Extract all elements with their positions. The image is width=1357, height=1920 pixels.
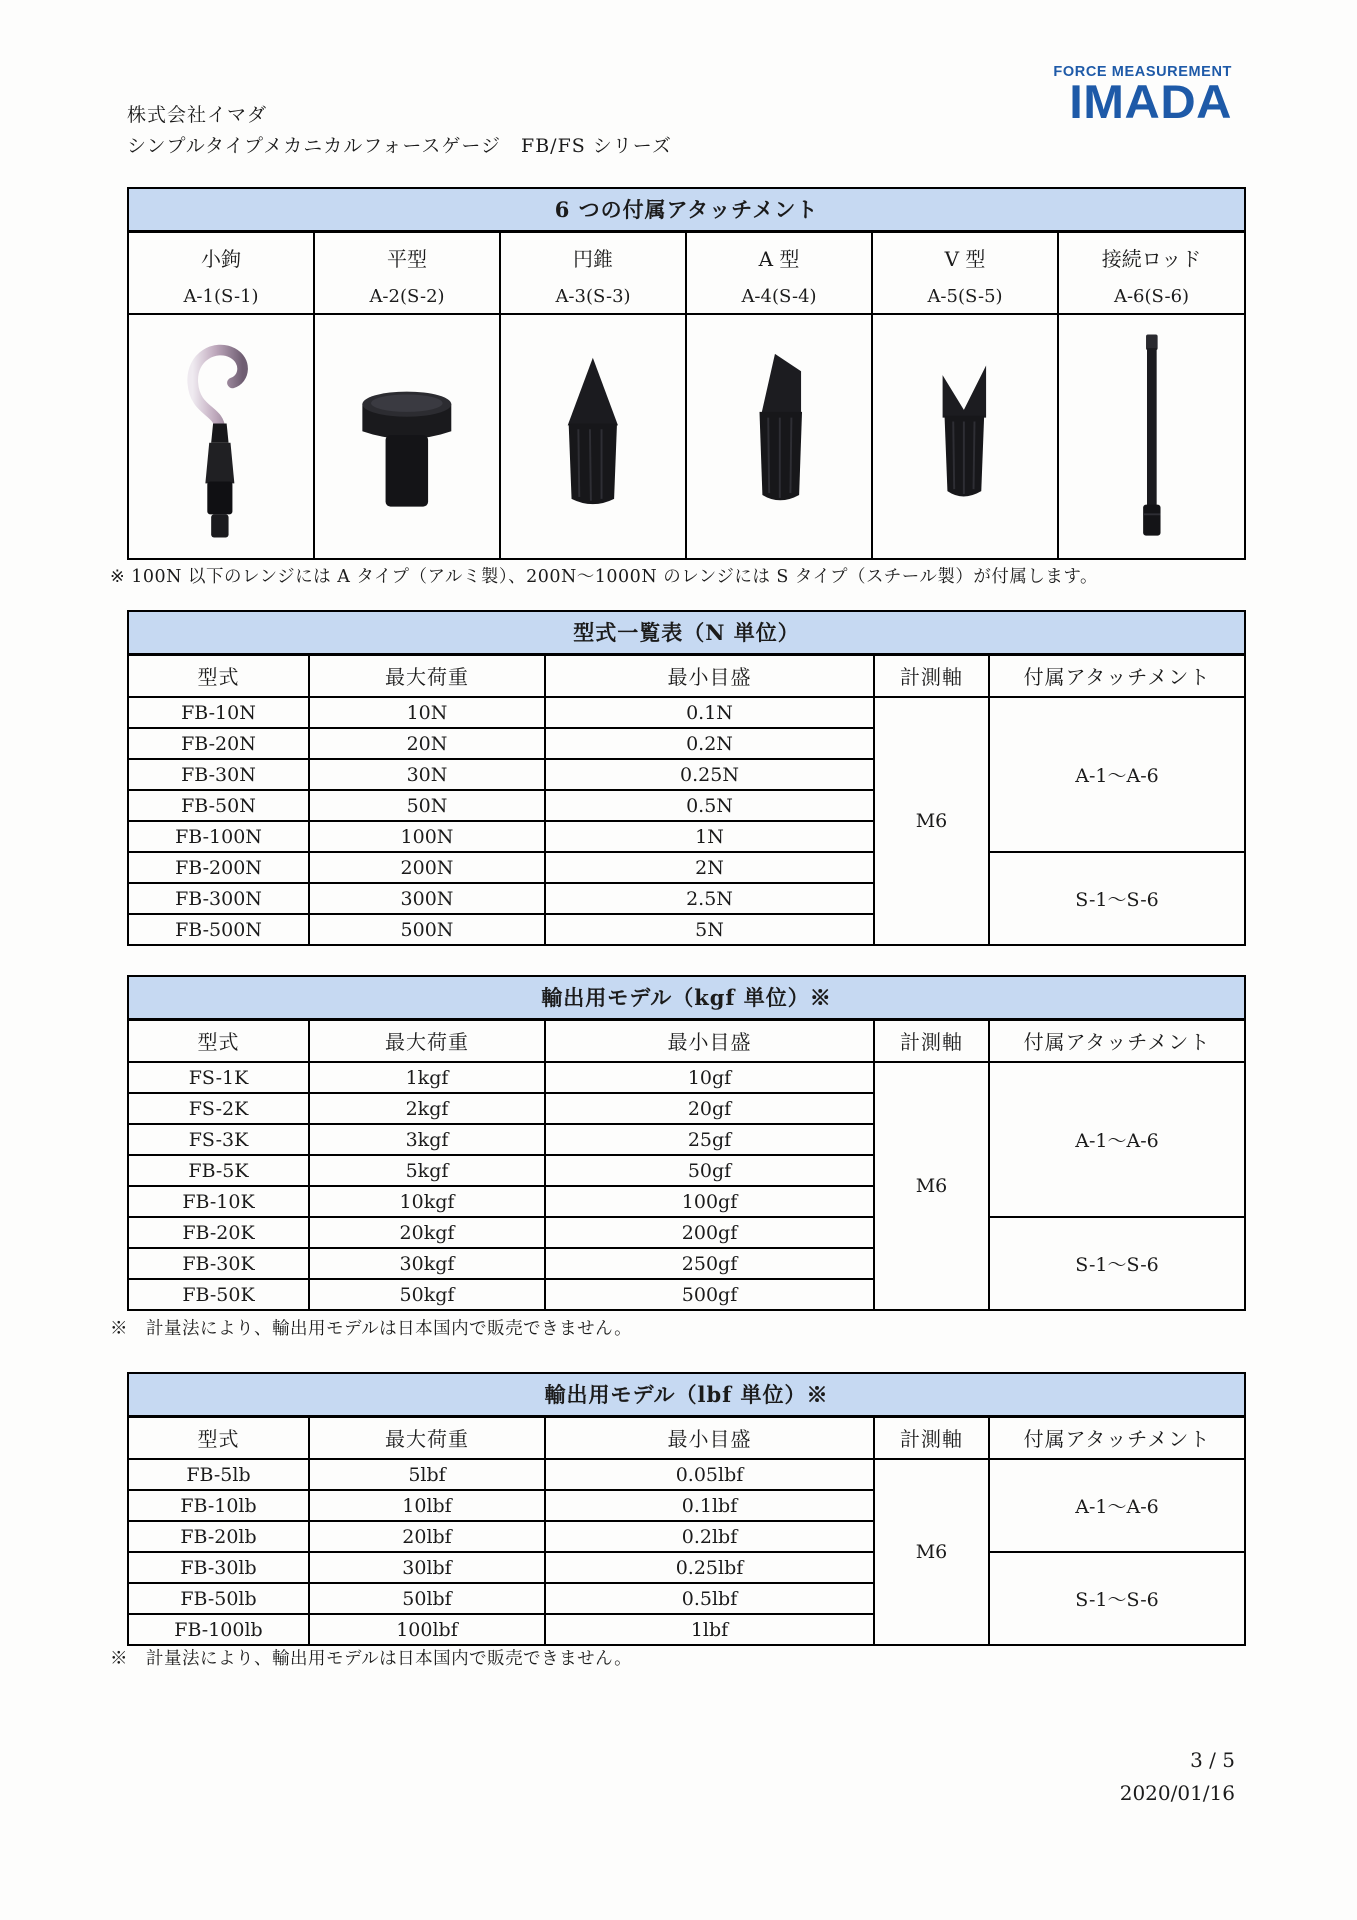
model-cell: FB-10N xyxy=(128,697,309,728)
attachment-photo-cell xyxy=(1058,314,1245,559)
attachment-code: A-2(S-2) xyxy=(369,285,445,307)
max-load-cell: 1kgf xyxy=(309,1062,545,1093)
min-scale-cell: 0.2lbf xyxy=(545,1521,874,1552)
attachment-photo-cell xyxy=(128,314,314,559)
model-cell: FB-100N xyxy=(128,821,309,852)
model-cell: FB-10lb xyxy=(128,1490,309,1521)
max-load-cell: 2kgf xyxy=(309,1093,545,1124)
max-load-cell: 20lbf xyxy=(309,1521,545,1552)
min-scale-cell: 0.2N xyxy=(545,728,874,759)
min-scale-cell: 1lbf xyxy=(545,1614,874,1645)
attachment-name: 円錐 xyxy=(573,246,613,271)
max-load-cell: 100N xyxy=(309,821,545,852)
attachments-name-row xyxy=(128,231,1245,314)
max-load-cell: 20N xyxy=(309,728,545,759)
min-scale-cell: 0.25N xyxy=(545,759,874,790)
attachment-name: 接続ロッド xyxy=(1101,246,1202,271)
export-note-kgf: ※ 計量法により、輸出用モデルは日本国内で販売できません。 xyxy=(110,1319,633,1339)
column-header: 型式 xyxy=(128,654,309,697)
min-scale-cell: 2.5N xyxy=(545,883,874,914)
max-load-cell: 5lbf xyxy=(309,1459,545,1490)
model-cell: FB-30N xyxy=(128,759,309,790)
model-cell: FS-2K xyxy=(128,1093,309,1124)
attachment-name: V 型 xyxy=(944,246,986,271)
model-table-n-host xyxy=(127,610,1246,946)
attachment-range-cell: A-1～A-6 xyxy=(989,697,1245,852)
model-cell: FB-100lb xyxy=(128,1614,309,1645)
min-scale-cell: 0.1lbf xyxy=(545,1490,874,1521)
imada-logo xyxy=(1032,64,1232,128)
attachment-range-cell: A-1～A-6 xyxy=(989,1459,1245,1552)
model-cell: FB-10K xyxy=(128,1186,309,1217)
max-load-cell: 30kgf xyxy=(309,1248,545,1279)
max-load-cell: 3kgf xyxy=(309,1124,545,1155)
doc-date: 2020/01/16 xyxy=(1119,1781,1235,1805)
min-scale-cell: 0.1N xyxy=(545,697,874,728)
attachment-photo-cell xyxy=(314,314,500,559)
attachment-name-cell xyxy=(686,231,872,314)
spec-table-title: 輸出用モデル（kgf 単位）※ xyxy=(128,976,1245,1019)
column-header: 最大荷重 xyxy=(309,654,545,697)
min-scale-cell: 0.25lbf xyxy=(545,1552,874,1583)
model-cell: FS-3K xyxy=(128,1124,309,1155)
model-cell: FB-5K xyxy=(128,1155,309,1186)
hook-attachment-image xyxy=(129,315,313,558)
column-header: 型式 xyxy=(128,1019,309,1062)
model-cell: FB-200N xyxy=(128,852,309,883)
attachment-code: A-4(S-4) xyxy=(741,285,817,307)
min-scale-cell: 200gf xyxy=(545,1217,874,1248)
attachment-name-cell xyxy=(128,231,314,314)
model-cell: FB-50N xyxy=(128,790,309,821)
column-header: 付属アタッチメント xyxy=(989,1019,1245,1062)
attachment-name-cell xyxy=(872,231,1058,314)
attachments-title-row xyxy=(128,188,1245,231)
attachment-photo-cell xyxy=(686,314,872,559)
spec-title-row xyxy=(128,976,1245,1019)
rod-attachment-image xyxy=(1059,315,1244,558)
doc-subtitle: シンプルタイプメカニカルフォースゲージ FB/FS シリーズ xyxy=(127,135,672,157)
column-header: 計測軸 xyxy=(874,1416,989,1459)
min-scale-cell: 50gf xyxy=(545,1155,874,1186)
table-row xyxy=(128,1459,1245,1490)
a-type-attachment-image xyxy=(687,315,871,558)
model-cell: FB-5lb xyxy=(128,1459,309,1490)
model-cell: FB-20N xyxy=(128,728,309,759)
attachment-range-cell: S-1～S-6 xyxy=(989,1552,1245,1645)
logo-wordmark: IMADA xyxy=(1069,75,1232,128)
max-load-cell: 50N xyxy=(309,790,545,821)
min-scale-cell: 20gf xyxy=(545,1093,874,1124)
max-load-cell: 20kgf xyxy=(309,1217,545,1248)
max-load-cell: 10kgf xyxy=(309,1186,545,1217)
attachment-name-cell xyxy=(314,231,500,314)
attachments-table xyxy=(127,187,1246,560)
logo-tagline: FORCE MEASUREMENT xyxy=(1053,64,1232,80)
attachment-name-cell xyxy=(1058,231,1245,314)
spec-title-row xyxy=(128,611,1245,654)
spec-title-row xyxy=(128,1373,1245,1416)
table-row xyxy=(128,697,1245,728)
table-row xyxy=(128,1062,1245,1093)
model-cell: FB-30K xyxy=(128,1248,309,1279)
v-type-attachment-image xyxy=(873,315,1057,558)
model-table-kgf-host xyxy=(127,975,1246,1311)
table-row xyxy=(128,1217,1245,1248)
measuring-axis-cell: M6 xyxy=(874,1062,989,1310)
spec-table-2 xyxy=(127,1372,1246,1646)
spec-table-0 xyxy=(127,610,1246,946)
max-load-cell: 30N xyxy=(309,759,545,790)
attachment-code: A-1(S-1) xyxy=(183,285,259,307)
attachment-photo-cell xyxy=(500,314,686,559)
attachment-photo-cell xyxy=(872,314,1058,559)
max-load-cell: 500N xyxy=(309,914,545,945)
column-header: 最小目盛 xyxy=(545,654,874,697)
spec-header-row xyxy=(128,1416,1245,1459)
max-load-cell: 300N xyxy=(309,883,545,914)
attachment-material-note: ※ 100N 以下のレンジには A タイプ（アルミ製）、200N～1000N のレンジには S タイプ（スチール製）が付属します。 xyxy=(110,567,1098,587)
attachment-range-cell: S-1～S-6 xyxy=(989,1217,1245,1310)
attachment-name: 平型 xyxy=(387,246,427,271)
table-row xyxy=(128,1552,1245,1583)
column-header: 型式 xyxy=(128,1416,309,1459)
column-header: 付属アタッチメント xyxy=(989,654,1245,697)
model-cell: FB-20K xyxy=(128,1217,309,1248)
min-scale-cell: 25gf xyxy=(545,1124,874,1155)
attachment-range-cell: A-1～A-6 xyxy=(989,1062,1245,1217)
flat-attachment-image xyxy=(315,315,499,558)
model-cell: FB-30lb xyxy=(128,1552,309,1583)
cone-attachment-image xyxy=(501,315,685,558)
column-header: 計測軸 xyxy=(874,654,989,697)
model-table-lbf-host xyxy=(127,1372,1246,1646)
min-scale-cell: 0.5N xyxy=(545,790,874,821)
max-load-cell: 30lbf xyxy=(309,1552,545,1583)
model-cell: FB-50K xyxy=(128,1279,309,1310)
column-header: 最大荷重 xyxy=(309,1416,545,1459)
attachment-name-cell xyxy=(500,231,686,314)
model-cell: FB-50lb xyxy=(128,1583,309,1614)
export-note-lbf: ※ 計量法により、輸出用モデルは日本国内で販売できません。 xyxy=(110,1649,633,1669)
table-row xyxy=(128,852,1245,883)
column-header: 最大荷重 xyxy=(309,1019,545,1062)
min-scale-cell: 1N xyxy=(545,821,874,852)
model-cell: FS-1K xyxy=(128,1062,309,1093)
min-scale-cell: 500gf xyxy=(545,1279,874,1310)
min-scale-cell: 10gf xyxy=(545,1062,874,1093)
spec-header-row xyxy=(128,654,1245,697)
attachment-name: 小鉤 xyxy=(201,246,241,271)
company-name: 株式会社イマダ xyxy=(127,104,268,126)
column-header: 最小目盛 xyxy=(545,1019,874,1062)
spec-header-row xyxy=(128,1019,1245,1062)
max-load-cell: 10lbf xyxy=(309,1490,545,1521)
spec-table-title: 輸出用モデル（lbf 単位）※ xyxy=(128,1373,1245,1416)
spec-table-title: 型式一覧表（N 単位） xyxy=(128,611,1245,654)
min-scale-cell: 0.5lbf xyxy=(545,1583,874,1614)
max-load-cell: 5kgf xyxy=(309,1155,545,1186)
attachment-code: A-6(S-6) xyxy=(1113,285,1190,307)
attachments-photo-row xyxy=(128,314,1245,559)
model-cell: FB-300N xyxy=(128,883,309,914)
min-scale-cell: 100gf xyxy=(545,1186,874,1217)
column-header: 付属アタッチメント xyxy=(989,1416,1245,1459)
max-load-cell: 10N xyxy=(309,697,545,728)
max-load-cell: 50kgf xyxy=(309,1279,545,1310)
column-header: 計測軸 xyxy=(874,1019,989,1062)
attachment-code: A-3(S-3) xyxy=(555,285,631,307)
max-load-cell: 200N xyxy=(309,852,545,883)
measuring-axis-cell: M6 xyxy=(874,697,989,945)
page-footer xyxy=(1120,1744,1235,1810)
measuring-axis-cell: M6 xyxy=(874,1459,989,1645)
model-cell: FB-20lb xyxy=(128,1521,309,1552)
max-load-cell: 100lbf xyxy=(309,1614,545,1645)
min-scale-cell: 0.05lbf xyxy=(545,1459,874,1490)
min-scale-cell: 2N xyxy=(545,852,874,883)
min-scale-cell: 250gf xyxy=(545,1248,874,1279)
min-scale-cell: 5N xyxy=(545,914,874,945)
model-cell: FB-500N xyxy=(128,914,309,945)
spec-table-1 xyxy=(127,975,1246,1311)
attachment-name: A 型 xyxy=(758,246,800,271)
column-header: 最小目盛 xyxy=(545,1416,874,1459)
page-number: 3 / 5 xyxy=(1190,1748,1235,1772)
attachments-table-title: 6 つの付属アタッチメント xyxy=(128,188,1245,231)
attachment-range-cell: S-1～S-6 xyxy=(989,852,1245,945)
max-load-cell: 50lbf xyxy=(309,1583,545,1614)
attachment-code: A-5(S-5) xyxy=(927,285,1003,307)
